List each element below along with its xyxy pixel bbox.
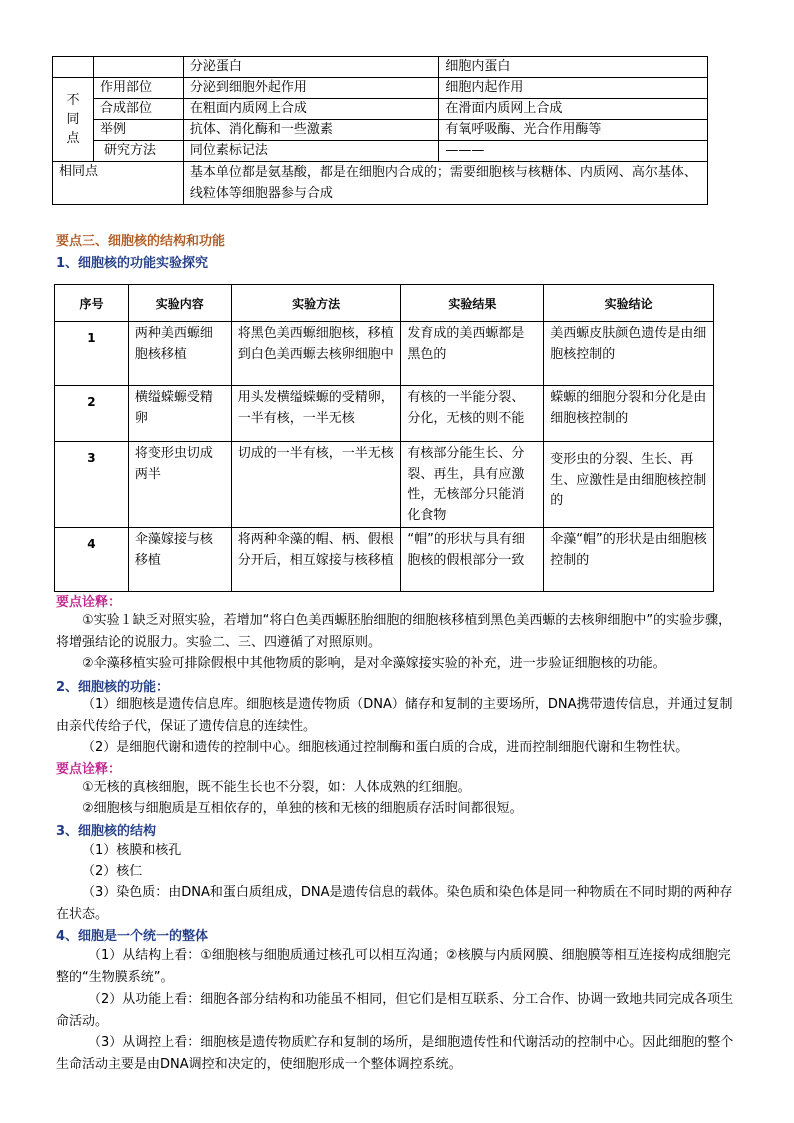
table-row [53, 78, 708, 99]
note-item: ①实验１缺乏对照实验，若增加“将白色美西螈胚胎细胞的细胞核移植到黑色美西螈的去核卵细胞中”的实验步骤，将增强结论的说服力。实验二、三、四遵循了对照原则。 [56, 613, 732, 650]
section-title: 要点三、细胞核的结构和功能 [56, 234, 226, 249]
cell: 横缢蝾螈受精卵 [128, 386, 231, 442]
table-row [53, 99, 708, 120]
paragraph: （1）核膜和核孔 [82, 843, 182, 858]
cell: ——— [439, 141, 708, 162]
paragraph: （2）从功能上看：细胞各部分结构和功能虽不相同，但它们是相互联系、分工合作、协调一致地共同完成各项生命活动。 [56, 992, 734, 1029]
same-text: 基本单位都是氨基酸，都是在细胞内合成的；需要细胞核与核糖体、内质网、高尔基体、线粒体等细胞器参与合成 [183, 162, 707, 205]
cell: 将变形虫切成两半 [128, 442, 231, 528]
cell: 在滑面内质网上合成 [439, 99, 708, 120]
cell: 发育成的美西螈都是黑色的 [401, 322, 544, 386]
cell: 用头发横缢蝾螈的受精卵，一半有核，一半无核 [231, 386, 401, 442]
cell: 在粗面内质网上合成 [183, 99, 439, 120]
table-row [55, 322, 714, 386]
paragraph: （1）细胞核是遗传信息库。细胞核是遗传物质（DNA）储存和复制的主要场所，DNA携带遗传信息，并通过复制由亲代传给子代，保证了遗传信息的连续性。 [56, 697, 733, 734]
cell: 有核的一半能分裂、分化，无核的则不能 [401, 386, 544, 442]
cell: 伞藻嫁接与核移植 [128, 528, 231, 592]
note-item: ①无核的真核细胞，既不能生长也不分裂，如：人体成熟的红细胞。 [82, 780, 471, 795]
subsection-title: 1、细胞核的功能实验探究 [56, 256, 209, 271]
column-header: 实验内容 [128, 285, 231, 322]
cell: 两种美西螈细胞核移植 [128, 322, 231, 386]
note-item: ②细胞核与细胞质是互相依存的，单独的核和无核的细胞质存活时间都很短。 [82, 801, 523, 816]
paragraph: （2）核仁 [82, 864, 143, 879]
table-row [53, 57, 708, 78]
cell: 切成的一半有核，一半无核 [231, 442, 401, 528]
subsection-title: 2、细胞核的功能： [56, 680, 170, 695]
cell: 美西螈皮肤颜色遗传是由细胞核控制的 [544, 322, 714, 386]
paragraph: （2）是细胞代谢和遗传的控制中心。细胞核通过控制酶和蛋白质的合成，进而控制细胞代谢和生物性状。 [82, 740, 689, 755]
row-number: 1 [55, 322, 129, 386]
cell: 将黑色美西螈细胞核，移植到白色美西螈去核卵细胞中 [231, 322, 401, 386]
row-label: 研究方法 [93, 141, 183, 162]
row-number: 4 [55, 528, 129, 592]
column-header: 实验结论 [544, 285, 714, 322]
column-header: 实验方法 [231, 285, 401, 322]
row-number: 3 [55, 442, 129, 528]
note-title: 要点诠释： [56, 762, 122, 777]
table-row [55, 528, 714, 592]
column-header: 序号 [55, 285, 129, 322]
table-row [53, 120, 708, 141]
table-row [53, 141, 708, 162]
table-row [55, 442, 714, 528]
cell: 细胞内起作用 [439, 78, 708, 99]
column-header: 实验结果 [401, 285, 544, 322]
header-cell: 细胞内蛋白 [439, 57, 708, 78]
cell: 抗体、消化酶和一些激素 [183, 120, 439, 141]
cell: 变形虫的分裂、生长、再生、应激性是由细胞核控制的 [544, 442, 714, 528]
row-label: 合成部位 [93, 99, 183, 120]
row-label: 作用部位 [93, 78, 183, 99]
cell: 有核部分能生长、分裂、再生，具有应激性，无核部分只能消化食物 [401, 442, 544, 528]
note-title: 要点诠释： [56, 595, 122, 610]
table-row [53, 162, 708, 205]
same-label: 相同点 [53, 162, 184, 205]
comparison-table [52, 56, 708, 205]
diff-label: 不同点 [53, 78, 94, 162]
paragraph: （3）从调控上看：细胞核是遗传物质贮存和复制的场所，是细胞遗传性和代谢活动的控制中心。因此细胞的整个生命活动主要是由DNA调控和决定的，使细胞形成一个整体调控系统。 [56, 1035, 734, 1072]
row-number: 2 [55, 386, 129, 442]
subsection-title: 3、细胞核的结构 [56, 824, 157, 839]
cell: 同位素标记法 [183, 141, 439, 162]
cell: 伞藻“帽”的形状是由细胞核控制的 [544, 528, 714, 592]
header-cell: 分泌蛋白 [183, 57, 439, 78]
cell: 蝾螈的细胞分裂和分化是由细胞核控制的 [544, 386, 714, 442]
cell: “帽”的形状与具有细胞核的假根部分一致 [401, 528, 544, 592]
note-item: ②伞藻移植实验可排除假根中其他物质的影响，是对伞藻嫁接实验的补充，进一步验证细胞核的功能。 [82, 656, 666, 671]
cell: 将两种伞藻的帽、柄、假根分开后，相互嫁接与核移植 [231, 528, 401, 592]
paragraph: （1）从结构上看：①细胞核与细胞质通过核孔可以相互沟通；②核膜与内质网膜、细胞膜等相互连接构成细胞完整的“生物膜系统”。 [56, 948, 731, 985]
cell: 分泌到细胞外起作用 [183, 78, 439, 99]
table-row [55, 386, 714, 442]
paragraph: （3）染色质：由DNA和蛋白质组成，DNA是遗传信息的载体。染色质和染色体是同一种物质在不同时期的两种存在状态。 [56, 885, 733, 922]
row-label: 举例 [93, 120, 183, 141]
table-header-row [55, 285, 714, 322]
experiment-table [54, 284, 714, 592]
cell: 有氧呼吸酶、光合作用酶等 [439, 120, 708, 141]
subsection-title: 4、细胞是一个统一的整体 [56, 929, 209, 944]
